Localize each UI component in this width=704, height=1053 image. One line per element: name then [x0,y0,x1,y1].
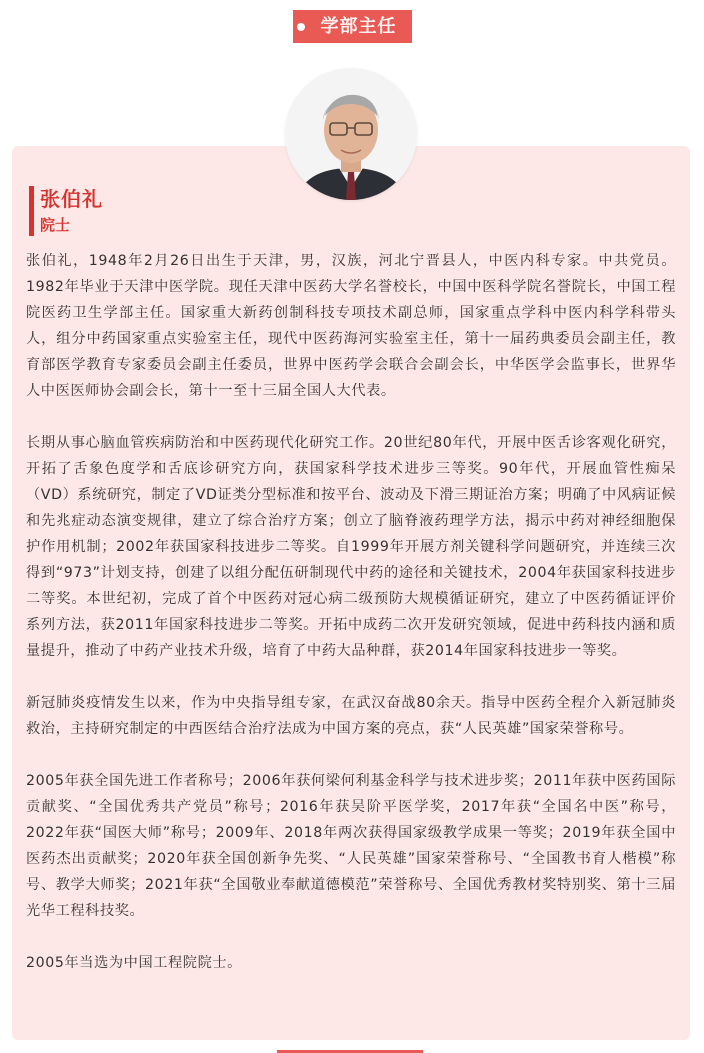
bullet-dot-icon [297,23,305,31]
bio-paragraph-2: 长期从事心脑血管疾病防治和中医药现代化研究工作。20世纪80年代，开展中医舌诊客观化研究，开拓了舌象色度学和舌底诊研究方向，获国家科学技术进步三等奖。90年代，开展血管性痴呆（VD）系统研究，制定了VD证类分型标准和按平台、波动及下滑三期证治方案；明确了中风病证候和先兆症动态演变规律，建立了综合治疗方案；创立了脑脊液药理学方法，揭示中药对神经细胞保护作用机制；2002年获国家科技进步二等奖。自1999年开展方剂关键科学问题研究，并连续三次得到“973”计划支持，创建了以组分配伍研制现代中药的途径和关键技术，2004年获国家科技进步二等奖。本世纪初，完成了首个中医药对冠心病二级预防大规模循证研究，建立了中医药循证评价系列方法，获2011年国家科技进步二等奖。开拓中成药二次开发研究领域，促进中药科技内涵和质量提升，推动了中药产业技术升级，培育了中药大品种群，获2014年国家科技进步一等奖。 [26,435,676,659]
section-title: 学部主任 [320,16,397,37]
portrait-photo-icon [285,68,417,200]
bio-paragraph-5: 2005年当选为中国工程院院士。 [26,955,242,971]
bio-paragraph-1: 张伯礼，1948年2月26日出生于天津，男，汉族，河北宁晋县人，中医内科专家。中共党员。1982年毕业于天津中医学院。现任天津中医药大学名誉校长，中国中医科学院名誉院长，中国工程院医药卫生学部主任。国家重大新药创制科技专项技术副总师，国家重点学科中医内科学科带头人，组分中药国家重点实验室主任，现代中医药海河实验室主任，第十一届药典委员会副主任，教育部医学教育专家委员会副主任委员，世界中医药学会联合会副会长，中华医学会监事长，世界华人中医医师协会副会长，第十一至十三届全国人大代表。 [26,253,676,399]
bio-paragraph-4: 2005年获全国先进工作者称号；2006年获何梁何利基金科学与技术进步奖；2011年获中医药国际贡献奖、“全国优秀共产党员”称号；2016年获吴阶平医学奖，2017年获“全国名中医”称号，2022年获“国医大师”称号；2009年、2018年两次获得国家级教学成果一等奖；2019年获全国中医药杰出贡献奖；2020年获全国创新争先奖、“人民英雄”国家荣誉称号、“全国教书育人楷模”称号、教学大师奖；2021年获“全国敬业奉献道德模范”荣誉称号、全国优秀教材奖特别奖、第十三届光华工程科技奖。 [26,773,676,919]
person-name: 张伯礼 [40,187,103,211]
person-title: 院士 [40,216,71,234]
biography [26,248,676,1002]
bio-paragraph-3: 新冠肺炎疫情发生以来，作为中央指导组专家，在武汉奋战80余天。指导中医药全程介入新冠肺炎救治，主持研究制定的中西医结合治疗法成为中国方案的亮点，获“人民英雄”国家荣誉称号。 [26,695,676,737]
avatar [285,68,417,200]
name-accent-bar [29,186,34,236]
section-tag [293,10,412,43]
